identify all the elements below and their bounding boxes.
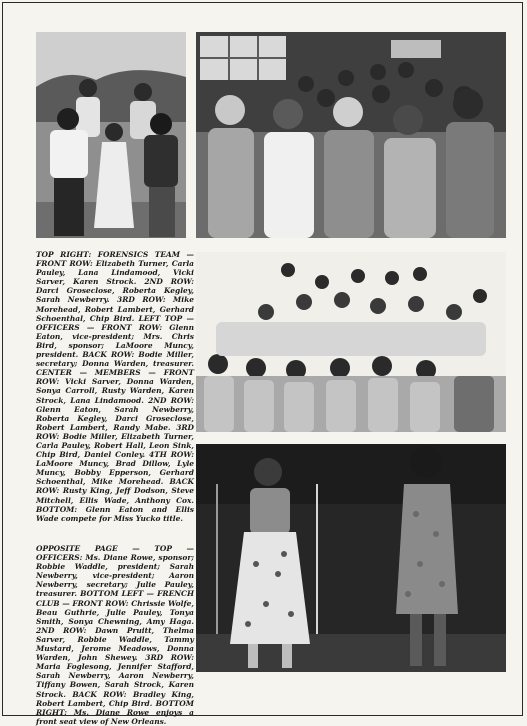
photo-officers: [36, 32, 186, 238]
photo-miss-yucko-contest: [196, 444, 506, 672]
photo-forensics-team: [196, 32, 506, 238]
caption-opposite-page-french-club: OPPOSITE PAGE — TOP — OFFICERS: Ms. Diane Rowe, sponsor; Robbie Waddle, president; Sarah Newberry, vice-president; Aaron Newberry, secretary; Julie Pauley, treasurer. BOTTOM LEFT — FRENCH CLUB — FRONT ROW: Chrissie Wolfe, Beau Guthrie, Julie Pauley, Tonya Smith, Sonya Chewning, Amy Haga. 2ND ROW: Dawn Pruitt, Thelma Sarver, Robbie Waddle, Tammy Mustard, Jerome Meadows, Donna Warden, John Shewey. 3RD ROW: Maria Foglesong, Jennifer Stafford, Sarah Newberry, Aaron Newberry, Tiffany Bowen, Sarah Strock, Karen Strock. BACK ROW: Bradley King, Robert Lambert, Chip Bird. BOTTOM RIGHT: Ms. Diane Rowe enjoys a front seat view of New Orleans.: [36, 544, 194, 726]
caption-forensics-officers-members: TOP RIGHT: FORENSICS TEAM — FRONT ROW: Elizabeth Turner, Carla Pauley, Lana Lindamood, Vicki Sarver, Karen Strock. 2ND ROW: Darci Groseclose, Roberta Kegley, Sarah Newberry. 3RD ROW: Mike Morehead, Robert Lambert, Gerhard Schoenthal, Chip Bird. LEFT TOP — OFFICERS — FRONT ROW: Glenn Eaton, vice-president; Mrs. Chris Bird, sponsor; LaMoore Muncy, president. BACK ROW: Bodie Miller, secretary; Donna Warden, treasurer. CENTER — MEMBERS — FRONT ROW: Vicki Sarver, Donna Warden, Sonya Carroll, Rusty Warden, Karen Strock, Lana Lindamood. 2ND ROW: Glenn Eaton, Sarah Newberry, Roberta Kegley, Darci Groseclose, Robert Lambert, Randy Mabe. 3RD ROW: Bodie Miller, Elizabeth Turner, Carla Pauley, Robert Hall, Leon Sink, Chip Bird, Daniel Conley. 4TH ROW: LaMoore Muncy, Brad Dillow, Lyle Muncy, Bobby Epperson, Gerhard Schoenthal, Mike Morehead. BACK ROW: Rusty King, Jeff Dodson, Steve Mitchell, Ellis Wade, Anthony Cox. BOTTOM: Glenn Eaton and Ellis Wade compete for Miss Yucko title.: [36, 250, 194, 523]
photo-members: [196, 252, 506, 432]
